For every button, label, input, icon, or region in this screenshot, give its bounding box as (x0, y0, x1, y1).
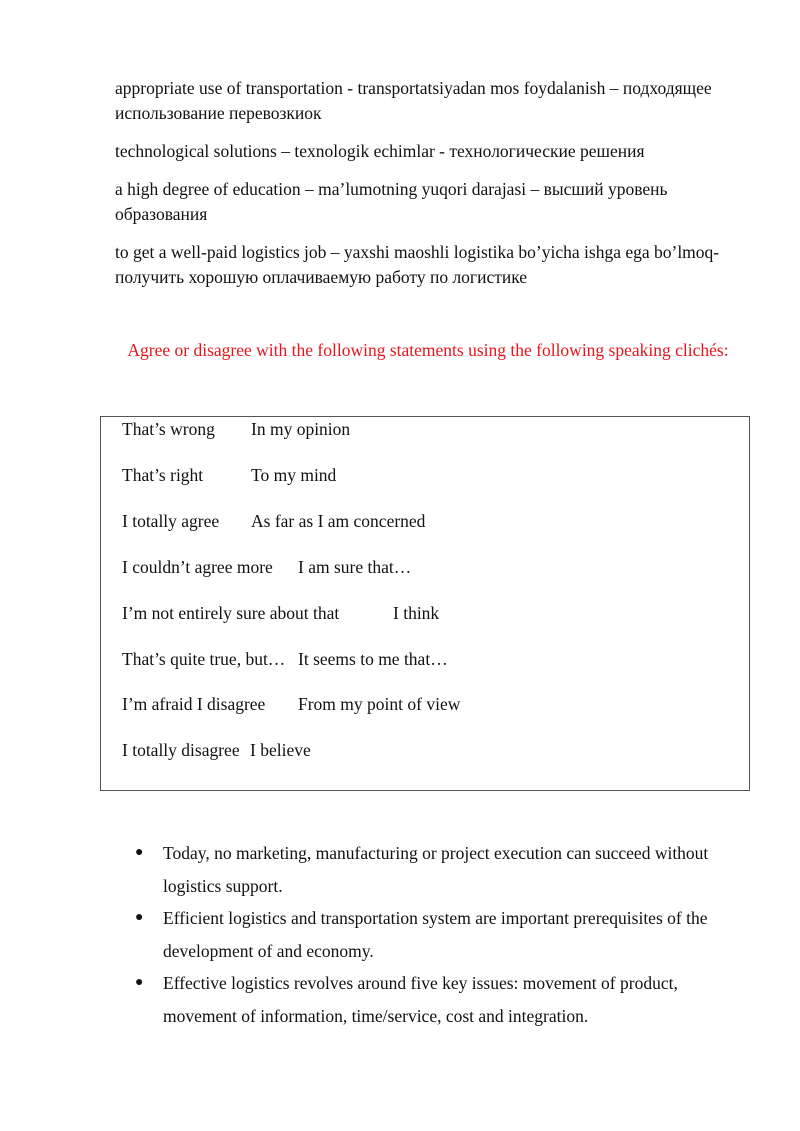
vocab-entry-technological-solutions: technological solutions – texnologik echimlar - технологические решения (115, 141, 645, 161)
cliche-opinion-phrase: I think (393, 603, 440, 623)
vocab-entry-logistics-job: to get a well-paid logistics job – yaxshi maoshli logistika bo’yicha ishga ega bo’lmoq- получить хорошую оплачиваемую работу по логистике (115, 242, 720, 287)
statement-item (135, 902, 735, 967)
cliche-opinion-phrase: It seems to me that… (298, 649, 448, 669)
vocab-entry-education: a high degree of education – ma’lumotning yuqori darajasi – высший уровень образования (115, 179, 668, 224)
statement-text: Effective logistics revolves around five key issues: movement of product, movement of information, time/service, cost and integration. (163, 973, 678, 1026)
cliche-partial-agree-phrase: That’s quite true, but… (122, 649, 286, 669)
cliche-opinion-phrase: In my opinion (251, 419, 351, 439)
cliche-disagree-phrase: I totally disagree (122, 740, 240, 760)
cliche-opinion-phrase: From my point of view (298, 694, 461, 714)
statement-item (135, 837, 735, 902)
cliche-disagree-phrase: That’s wrong (122, 419, 215, 439)
cliche-agree-phrase: I couldn’t agree more (122, 557, 273, 577)
cliche-opinion-phrase: As far as I am concerned (251, 511, 426, 531)
cliche-agree-phrase: I totally agree (122, 511, 220, 531)
statement-list (135, 837, 735, 1032)
statement-item (135, 967, 735, 1032)
statement-text: Today, no marketing, manufacturing or project execution can succeed without logistics support. (163, 843, 709, 896)
bullet-icon: ● (135, 845, 144, 860)
cliche-disagree-phrase: I’m afraid I disagree (122, 694, 266, 714)
cliche-unsure-phrase: I’m not entirely sure about that (122, 603, 340, 623)
cliche-agree-phrase: That’s right (122, 465, 204, 485)
cliche-opinion-phrase: To my mind (251, 465, 337, 485)
cliche-opinion-phrase: I believe (250, 740, 311, 760)
instruction-heading: Agree or disagree with the following statements using the following speaking clichés: (127, 340, 729, 360)
statement-text: Efficient logistics and transportation system are important prerequisites of the development of and economy. (163, 908, 708, 961)
cliche-opinion-phrase: I am sure that… (298, 557, 412, 577)
vocab-entry-transportation: appropriate use of transportation - transportatsiyadan mos foydalanish – подходящее использование перевозкиок (115, 78, 712, 123)
cliche-box (100, 416, 750, 791)
bullet-icon: ● (135, 910, 144, 925)
bullet-icon: ● (135, 975, 144, 990)
